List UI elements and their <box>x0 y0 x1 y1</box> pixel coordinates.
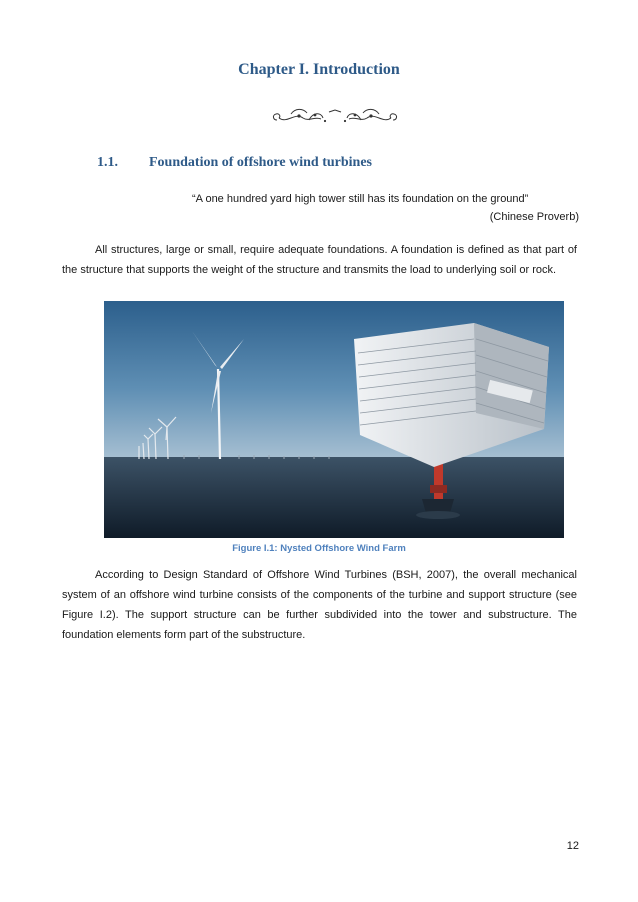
chapter-title: Chapter I. Introduction <box>238 61 400 78</box>
paragraph-1: All structures, large or small, require adequate foundations. A foundation is defined as that part of the structure that supports the weight of the structure and transmits the load to underlying soil or rock. <box>62 244 577 276</box>
section-heading <box>97 155 372 171</box>
page-number: 12 <box>566 840 579 852</box>
epigraph-quote: “A one hundred yard high tower still has its foundation on the ground” <box>192 193 529 205</box>
figure-caption: Figure I.1: Nysted Offshore Wind Farm <box>232 543 406 554</box>
section-title: Foundation of offshore wind turbines <box>149 155 373 170</box>
section-number: 1.1. <box>97 155 118 170</box>
epigraph-attribution: (Chinese Proverb) <box>489 211 579 223</box>
decorative-ornament-icon <box>269 104 401 130</box>
paragraph-2: According to Design Standard of Offshore Wind Turbines (BSH, 2007), the overall mechanical system of an offshore wind turbine consists of the components of the turbine and support structure (see Figure I.2). The support structure can be further subdivided into the tower and substructure. The foundation elements form part of the substructure. <box>62 569 577 641</box>
figure-photo <box>104 301 564 538</box>
